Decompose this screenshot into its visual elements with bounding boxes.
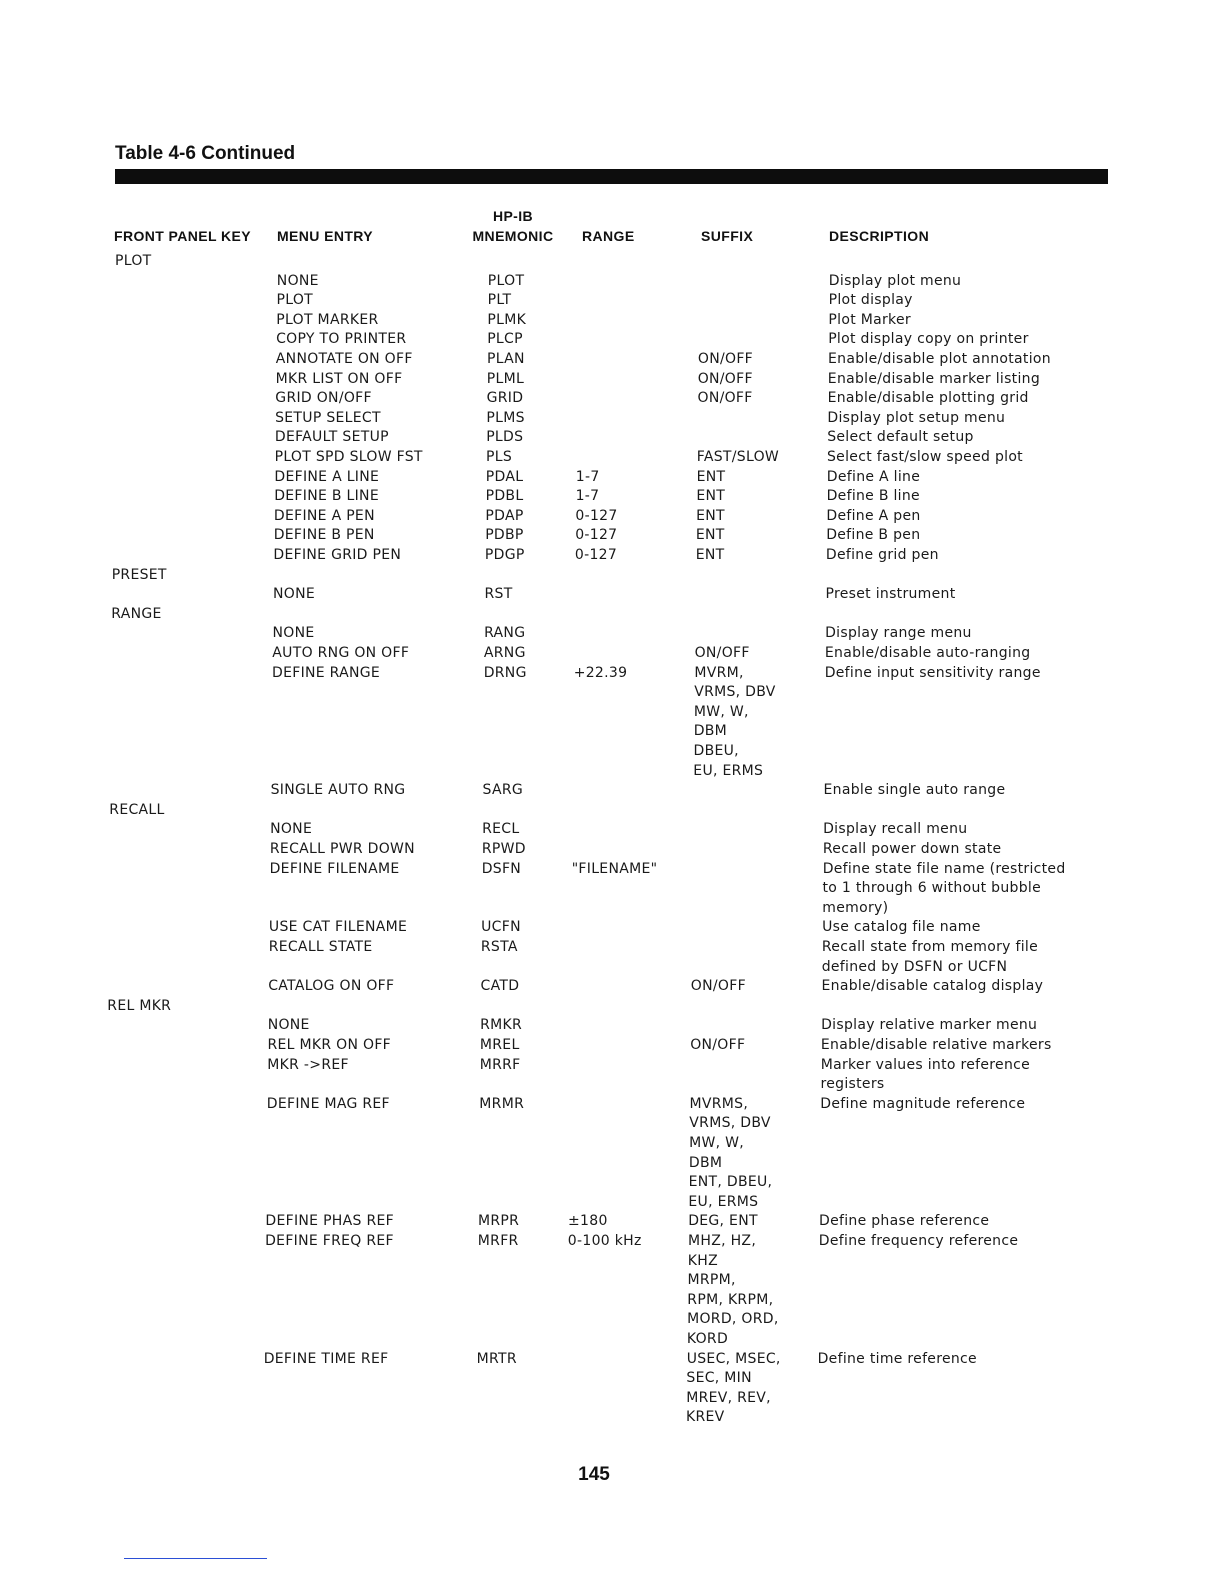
mnemonic-cell: PDAL	[485, 468, 524, 485]
suffix-cell: USEC, MSEC,	[686, 1350, 781, 1367]
mnemonic-cell: UCFN	[481, 919, 521, 936]
table-row	[0, 683, 1224, 703]
menu-entry-cell: DEFINE RANGE	[272, 664, 381, 681]
table-row	[0, 1173, 1224, 1193]
header-description: DESCRIPTION	[829, 228, 930, 244]
table-row	[0, 762, 1224, 782]
table-row	[0, 605, 1224, 625]
table-row	[0, 1036, 1224, 1056]
table-row	[0, 468, 1224, 488]
menu-entry-cell: PLOT SPD SLOW FST	[274, 449, 423, 465]
menu-entry-cell: DEFINE B LINE	[274, 488, 379, 505]
table-row	[0, 644, 1224, 664]
menu-entry-cell: NONE	[276, 272, 319, 289]
description-cell: Marker values into reference	[820, 1056, 1031, 1073]
description-cell: Define time reference	[817, 1350, 977, 1367]
description-cell: Enable/disable plot annotation	[828, 351, 1051, 367]
mnemonic-cell: ARNG	[483, 645, 526, 661]
table-row	[0, 1350, 1224, 1370]
description-cell: Use catalog file name	[822, 919, 981, 936]
mnemonic-cell: MRMR	[479, 1095, 525, 1112]
mnemonic-cell: RSTA	[480, 939, 518, 955]
suffix-cell: ON/OFF	[697, 351, 754, 367]
description-cell: Enable/disable auto-ranging	[824, 645, 1031, 661]
suffix-cell: MRPM,	[687, 1272, 736, 1289]
description-cell: Define B line	[826, 488, 920, 505]
mnemonic-cell: MRFR	[477, 1233, 519, 1249]
suffix-cell: ENT	[695, 547, 725, 563]
range-cell: 0-127	[574, 547, 618, 563]
front-panel-key-cell: REL MKR	[107, 997, 172, 1014]
description-cell: Enable/disable marker listing	[827, 370, 1041, 387]
suffix-cell: MW, W,	[693, 703, 749, 720]
table-row	[0, 1252, 1224, 1272]
table-row	[0, 997, 1224, 1017]
description-cell: Define grid pen	[825, 547, 939, 563]
suffix-cell: ENT	[696, 507, 725, 524]
table-row	[0, 566, 1224, 586]
front-panel-key-cell: PRESET	[111, 566, 167, 583]
suffix-cell: MORD, ORD,	[687, 1311, 779, 1328]
table-row	[0, 428, 1224, 448]
range-cell: +22.39	[573, 664, 628, 681]
table-row	[0, 546, 1224, 566]
table-row	[0, 526, 1224, 546]
mnemonic-cell: PDBL	[485, 488, 524, 505]
menu-entry-cell: DEFINE GRID PEN	[273, 547, 402, 563]
menu-entry-cell: REL MKR ON OFF	[267, 1037, 392, 1053]
table-row	[0, 1016, 1224, 1036]
menu-entry-cell: MKR LIST ON OFF	[275, 370, 403, 387]
description-cell: Display range menu	[825, 625, 972, 642]
description-cell: Define A pen	[826, 507, 921, 524]
menu-entry-cell: MKR ->REF	[267, 1056, 349, 1073]
menu-entry-cell: DEFINE B PEN	[273, 527, 375, 544]
mnemonic-cell: PLS	[486, 449, 513, 465]
suffix-cell: VRMS, DBV	[689, 1115, 771, 1132]
table-row	[0, 1193, 1224, 1213]
suffix-cell: KORD	[686, 1331, 729, 1347]
mnemonic-cell: PLOT	[487, 272, 525, 289]
suffix-cell: ON/OFF	[697, 370, 753, 387]
header-range: RANGE	[582, 228, 635, 244]
description-cell: Display plot setup menu	[827, 409, 1006, 426]
suffix-cell: DBM	[688, 1154, 723, 1171]
menu-entry-cell: CATALOG ON OFF	[268, 978, 395, 995]
suffix-cell: ON/OFF	[694, 645, 750, 661]
suffix-cell: KHZ	[687, 1252, 718, 1269]
menu-entry-cell: PLOT MARKER	[276, 311, 379, 328]
menu-entry-cell: NONE	[267, 1017, 310, 1034]
description-cell: Select default setup	[827, 429, 974, 446]
table-row	[0, 370, 1224, 390]
description-cell: Define state file name (restricted	[822, 860, 1066, 877]
suffix-cell: ENT	[696, 468, 726, 485]
description-cell: Enable/disable catalog display	[821, 978, 1044, 995]
suffix-cell: MREV, REV,	[686, 1389, 771, 1406]
table-row	[0, 801, 1224, 821]
mnemonic-cell: RPWD	[481, 841, 526, 857]
table-row	[0, 330, 1224, 350]
table-row	[0, 1291, 1224, 1311]
table-row	[0, 1212, 1224, 1232]
menu-entry-cell: DEFINE FILENAME	[269, 860, 400, 877]
table-row	[0, 840, 1224, 860]
suffix-cell: ENT, DBEU,	[688, 1174, 773, 1191]
menu-entry-cell: USE CAT FILENAME	[268, 919, 408, 936]
table-row	[0, 1232, 1224, 1252]
table-row	[0, 1408, 1224, 1428]
menu-entry-cell: SINGLE AUTO RNG	[270, 782, 406, 799]
suffix-cell: DBM	[693, 723, 728, 740]
table-row	[0, 820, 1224, 840]
table-row	[0, 291, 1224, 311]
mnemonic-cell: RECL	[482, 821, 520, 838]
suffix-cell: ENT	[696, 488, 726, 505]
range-cell: 0-127	[575, 507, 618, 524]
description-cell: Display relative marker menu	[821, 1017, 1038, 1034]
description-cell: Define input sensitivity range	[824, 664, 1041, 681]
mnemonic-cell: RMKR	[480, 1017, 523, 1034]
menu-entry-cell: SETUP SELECT	[275, 409, 381, 426]
mnemonic-cell: MRPR	[478, 1213, 520, 1230]
suffix-cell: KREV	[686, 1409, 725, 1426]
description-cell: memory)	[822, 899, 889, 916]
menu-entry-cell: RECALL STATE	[268, 939, 373, 955]
suffix-cell: ON/OFF	[690, 978, 746, 995]
header-menu-entry: MENU ENTRY	[277, 228, 374, 244]
header-mnemonic: MNEMONIC	[472, 228, 554, 244]
table-row	[0, 977, 1224, 997]
table-row	[0, 879, 1224, 899]
description-cell: Plot display	[828, 292, 913, 309]
menu-entry-cell: PLOT	[276, 292, 314, 309]
front-panel-key-cell: RECALL	[109, 801, 165, 818]
mnemonic-cell: RST	[484, 586, 513, 603]
suffix-cell: VRMS, DBV	[694, 684, 776, 701]
table-row	[0, 409, 1224, 429]
mnemonic-cell: MRTR	[476, 1350, 517, 1367]
table-row	[0, 1114, 1224, 1134]
mnemonic-cell: RANG	[484, 625, 526, 642]
mnemonic-cell: CATD	[480, 978, 520, 995]
description-cell: Define phase reference	[819, 1213, 990, 1230]
table-row	[0, 722, 1224, 742]
description-cell: Enable/disable relative markers	[820, 1037, 1052, 1053]
menu-entry-cell: DEFINE A PEN	[273, 507, 375, 524]
menu-entry-cell: RECALL PWR DOWN	[269, 841, 415, 857]
table-row	[0, 938, 1224, 958]
mnemonic-cell: PLMK	[487, 311, 527, 328]
mnemonic-cell: PDBP	[485, 527, 524, 544]
description-cell: Enable/disable plotting grid	[827, 390, 1029, 407]
menu-entry-cell: NONE	[272, 625, 315, 642]
mnemonic-cell: MRRF	[479, 1056, 521, 1073]
suffix-cell: SEC, MIN	[686, 1370, 752, 1387]
table-row	[0, 1095, 1224, 1115]
table-row	[0, 311, 1224, 331]
table-row	[0, 781, 1224, 801]
table-row	[0, 507, 1224, 527]
menu-entry-cell: NONE	[273, 586, 316, 603]
table-row	[0, 448, 1224, 468]
suffix-cell: FAST/SLOW	[696, 449, 780, 465]
mnemonic-cell: PLCP	[487, 331, 523, 348]
table-row	[0, 487, 1224, 507]
table-row	[0, 918, 1224, 938]
suffix-cell: ON/OFF	[697, 390, 753, 407]
suffix-cell: MVRMS,	[689, 1095, 749, 1112]
table-row	[0, 899, 1224, 919]
table-row	[0, 1330, 1224, 1350]
page-number: 145	[578, 1464, 610, 1485]
description-cell: Define frequency reference	[818, 1233, 1019, 1249]
description-cell: Recall state from memory file	[821, 939, 1039, 955]
table-row	[0, 1271, 1224, 1291]
description-cell: Recall power down state	[822, 841, 1002, 857]
description-cell: Enable single auto range	[823, 782, 1006, 799]
table-row	[0, 860, 1224, 880]
mnemonic-cell: PLML	[486, 370, 525, 387]
description-cell: Display plot menu	[828, 272, 962, 289]
table-row	[0, 585, 1224, 605]
menu-entry-cell: DEFINE MAG REF	[266, 1095, 390, 1112]
table-row	[0, 742, 1224, 762]
menu-entry-cell: DEFINE TIME REF	[263, 1350, 389, 1367]
table-row	[0, 272, 1224, 292]
suffix-cell: DBEU,	[693, 743, 739, 759]
table-row	[0, 1056, 1224, 1076]
description-cell: Define magnitude reference	[820, 1095, 1026, 1112]
range-cell: 0-127	[575, 527, 618, 544]
header-mnemonic-top: HP-IB	[492, 208, 534, 224]
menu-entry-cell: ANNOTATE ON OFF	[275, 351, 413, 367]
suffix-cell: EU, ERMS	[688, 1193, 759, 1210]
table-row	[0, 1134, 1224, 1154]
front-panel-key-cell: RANGE	[111, 605, 162, 622]
table-row	[0, 664, 1224, 684]
table-row	[0, 1154, 1224, 1174]
mnemonic-cell: PLMS	[486, 409, 525, 426]
mnemonic-cell: PDAP	[485, 507, 524, 524]
menu-entry-cell: DEFINE PHAS REF	[265, 1213, 394, 1230]
description-cell: Define B pen	[826, 527, 921, 544]
suffix-cell: ENT	[695, 527, 725, 544]
description-cell: Plot Marker	[828, 311, 911, 328]
menu-entry-cell: AUTO RNG ON OFF	[272, 645, 410, 661]
range-cell: 1-7	[575, 488, 600, 505]
mnemonic-cell: PLDS	[486, 429, 524, 446]
range-cell: 0-100 kHz	[567, 1233, 642, 1249]
description-cell: Preset instrument	[825, 586, 956, 603]
menu-entry-cell: DEFINE FREQ REF	[265, 1233, 394, 1249]
table-row	[0, 624, 1224, 644]
menu-entry-cell: DEFAULT SETUP	[274, 429, 389, 446]
footer-line	[124, 1558, 267, 1559]
header-front-panel-key: FRONT PANEL KEY	[114, 228, 251, 244]
table-row	[0, 1075, 1224, 1095]
mnemonic-cell: DSFN	[481, 860, 522, 877]
description-cell: Plot display copy on printer	[828, 331, 1029, 348]
suffix-cell: MW, W,	[689, 1135, 745, 1151]
table-row	[0, 350, 1224, 370]
header-suffix: SUFFIX	[701, 228, 754, 244]
mnemonic-cell: SARG	[482, 782, 523, 799]
mnemonic-cell: PLAN	[487, 351, 525, 367]
mnemonic-cell: GRID	[486, 390, 524, 407]
mnemonic-cell: PLT	[487, 292, 512, 309]
description-cell: Display recall menu	[823, 821, 968, 838]
table-row	[0, 1389, 1224, 1409]
mnemonic-cell: PDGP	[484, 547, 525, 563]
table-row	[0, 389, 1224, 409]
table-row	[0, 703, 1224, 723]
suffix-cell: MHZ, HZ,	[688, 1233, 757, 1249]
suffix-cell: MVRM,	[694, 664, 744, 681]
front-panel-key-cell: PLOT	[115, 253, 152, 269]
table-title: Table 4-6 Continued	[115, 143, 296, 164]
description-cell: registers	[820, 1076, 885, 1093]
table-row	[0, 1310, 1224, 1330]
suffix-cell: RPM, KRPM,	[687, 1291, 774, 1308]
mnemonic-cell: MREL	[479, 1037, 520, 1053]
description-cell: to 1 through 6 without bubble	[822, 880, 1041, 897]
mnemonic-cell: DRNG	[483, 664, 527, 681]
suffix-cell: ON/OFF	[690, 1037, 746, 1053]
range-cell: "FILENAME"	[571, 860, 658, 877]
menu-entry-cell: GRID ON/OFF	[275, 390, 372, 407]
menu-entry-cell: DEFINE A LINE	[274, 468, 380, 485]
suffix-cell: EU, ERMS	[693, 762, 764, 779]
range-cell: ±180	[568, 1213, 608, 1230]
table-row	[0, 958, 1224, 978]
suffix-cell: DEG, ENT	[688, 1213, 758, 1230]
range-cell: 1-7	[575, 468, 600, 485]
description-cell: defined by DSFN or UCFN	[821, 958, 1008, 975]
description-cell: Select fast/slow speed plot	[827, 449, 1023, 465]
table-row	[0, 1369, 1224, 1389]
table-row	[0, 252, 1224, 272]
menu-entry-cell: NONE	[270, 821, 313, 838]
menu-entry-cell: COPY TO PRINTER	[276, 331, 407, 348]
description-cell: Define A line	[826, 468, 921, 485]
